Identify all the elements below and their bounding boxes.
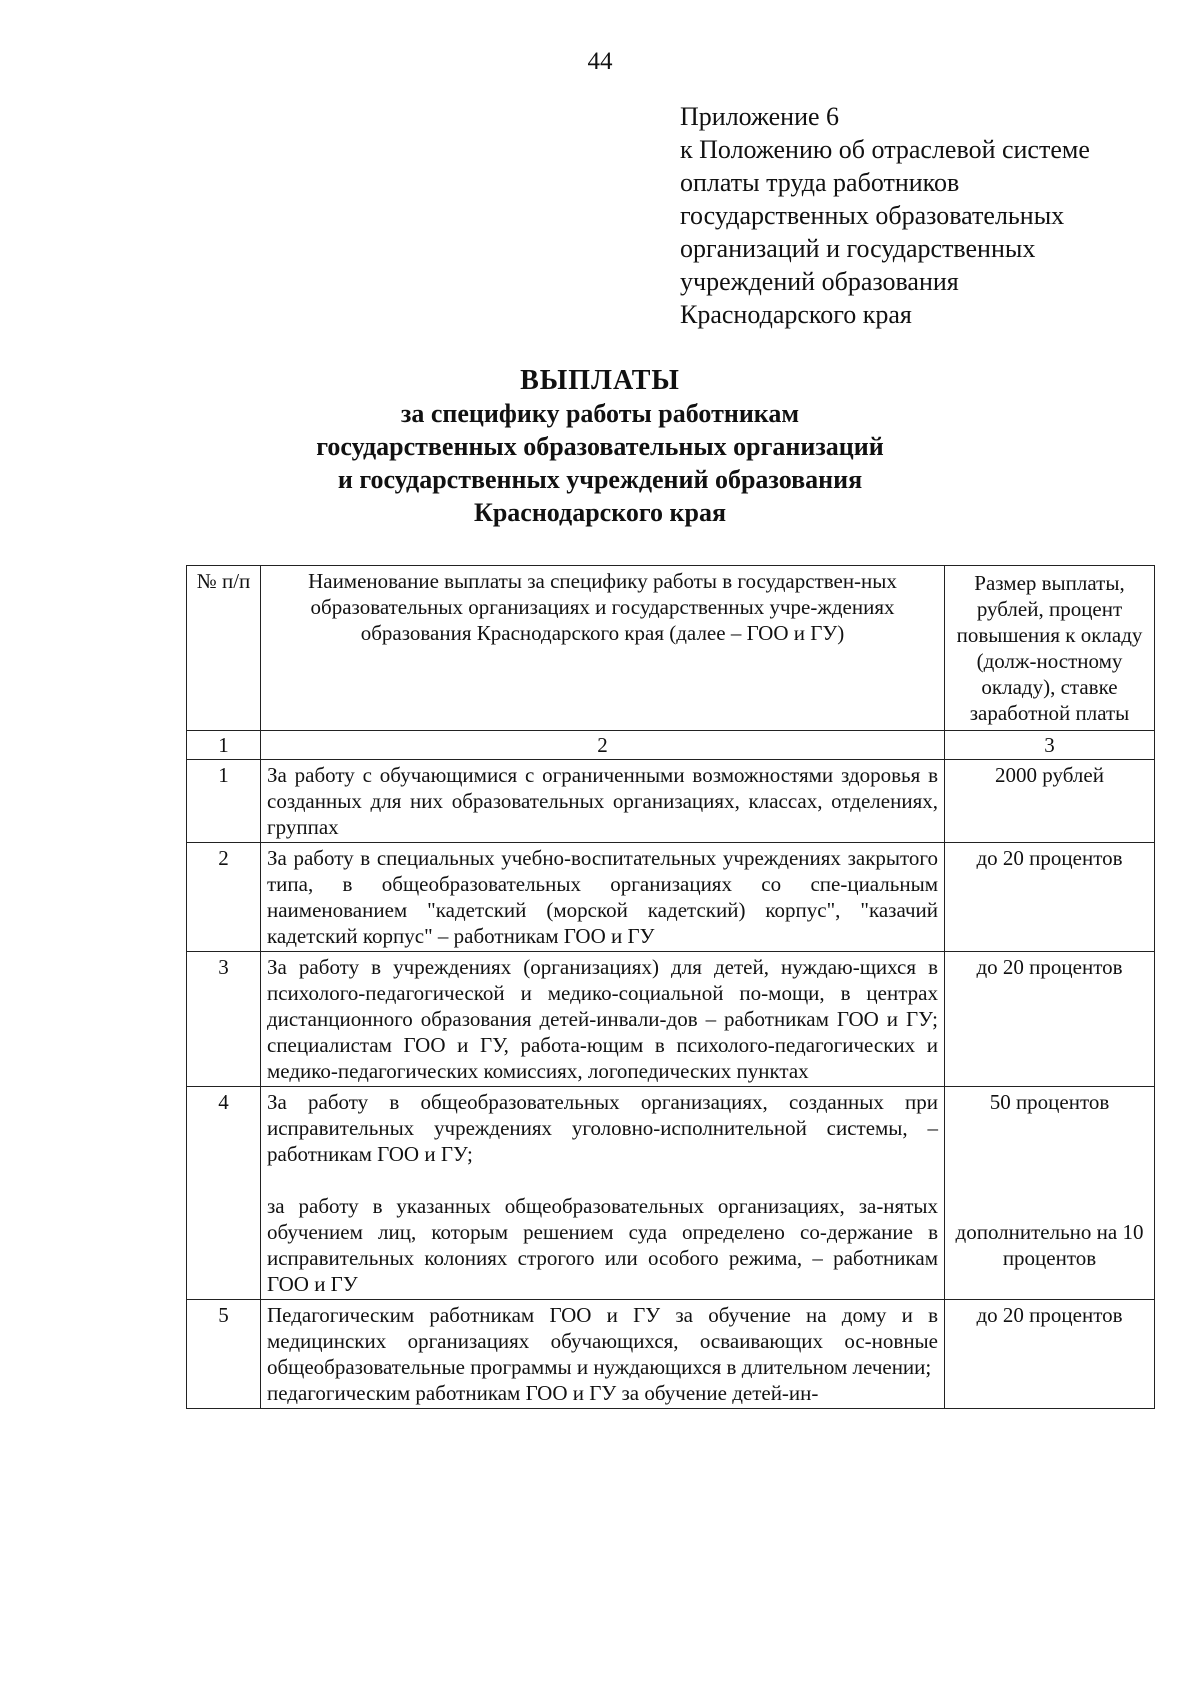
row-description-part: За работу в общеобразовательных организациях, созданных при исправительных учреждениях уголовно-исполнительной системы, – работникам ГОО и ГУ; — [267, 1090, 938, 1166]
row-description-part: педагогическим работникам ГОО и ГУ за обучение детей-ин- — [267, 1381, 819, 1405]
document-title — [0, 364, 1200, 529]
row-payment-size-part: дополнительно на 10 процентов — [955, 1220, 1144, 1270]
row-description — [261, 1087, 945, 1300]
appendix-line: учреждений образования — [680, 267, 959, 296]
row-description: За работу с обучающимися с ограниченными возможностями здоровья в созданных для них образовательных организациях, классах, отделениях, группах — [261, 760, 945, 843]
table-row — [187, 1300, 1155, 1409]
table-header-row — [187, 566, 1155, 731]
column-number: 2 — [261, 731, 945, 760]
appendix-line: Краснодарского края — [680, 300, 912, 329]
row-payment-size: до 20 процентов — [945, 843, 1155, 952]
appendix-line: Приложение 6 — [680, 102, 840, 131]
row-number: 4 — [187, 1087, 261, 1300]
row-description: За работу в учреждениях (организациях) для детей, нуждаю-щихся в психолого-педагогической и медико-социальной по-мощи, в центрах дистанционного образования детей-инвали-дов – работникам ГОО и ГУ; специалистам ГОО и ГУ, работа-ющим в психолого-педагогических и медико-педагогических комиссиях, логопедических пунктах — [261, 952, 945, 1087]
payments-table — [186, 565, 1155, 1409]
row-payment-size — [945, 1087, 1155, 1300]
title-main: ВЫПЛАТЫ — [520, 365, 680, 396]
row-number: 1 — [187, 760, 261, 843]
appendix-line: государственных образовательных — [680, 201, 1065, 230]
row-payment-size: 2000 рублей — [945, 760, 1155, 843]
column-number: 3 — [945, 731, 1155, 760]
table-row — [187, 1087, 1155, 1300]
row-number: 3 — [187, 952, 261, 1087]
row-description-part: за работу в указанных общеобразовательных организациях, за-нятых обучением лиц, которым решением суда определено со-держание в исправительных колониях строгого или особого режима, – работникам ГОО и ГУ — [267, 1194, 938, 1296]
title-line: государственных образовательных организаций — [316, 432, 884, 461]
appendix-heading — [680, 100, 1160, 331]
appendix-line: оплаты труда работников — [680, 168, 960, 197]
header-size: Размер выплаты, рублей, процент повышения к окладу (долж-ностному окладу), ставке заработной платы — [945, 566, 1155, 731]
header-name-text: Наименование выплаты за специфику работы в государствен-ных образовательных организациях и государственных учре-ждениях образования Краснодарского края (далее – ГОО и ГУ) — [308, 569, 897, 645]
row-description — [261, 1300, 945, 1409]
table-row — [187, 843, 1155, 952]
page-number: 44 — [587, 48, 613, 75]
table-row — [187, 952, 1155, 1087]
column-number: 1 — [187, 731, 261, 760]
row-description-part: Педагогическим работникам ГОО и ГУ за обучение на дому и в медицинских организациях обучающихся, осваивающих ос-новные общеобразовательные программы и нуждающихся в длительном лечении; — [267, 1303, 938, 1379]
title-line: и государственных учреждений образования — [337, 465, 863, 494]
row-description: За работу в специальных учебно-воспитательных учреждениях закрытого типа, в общеобразовательных организациях со спе-циальным наименованием "кадетский (морской кадетский) корпус", "казачий кадетский корпус" – работникам ГОО и ГУ — [261, 843, 945, 952]
row-payment-size: до 20 процентов — [945, 952, 1155, 1087]
title-line: за специфику работы работникам — [400, 399, 800, 428]
table-row — [187, 760, 1155, 843]
title-line: Краснодарского края — [473, 498, 727, 527]
row-number: 5 — [187, 1300, 261, 1409]
appendix-line: к Положению об отраслевой системе — [680, 135, 1090, 164]
row-number: 2 — [187, 843, 261, 952]
column-number-row — [187, 731, 1155, 760]
row-payment-size: до 20 процентов — [945, 1300, 1155, 1409]
header-num: № п/п — [187, 566, 261, 731]
row-payment-size-part: 50 процентов — [989, 1090, 1110, 1114]
appendix-line: организаций и государственных — [680, 234, 1036, 263]
header-name — [261, 566, 945, 731]
